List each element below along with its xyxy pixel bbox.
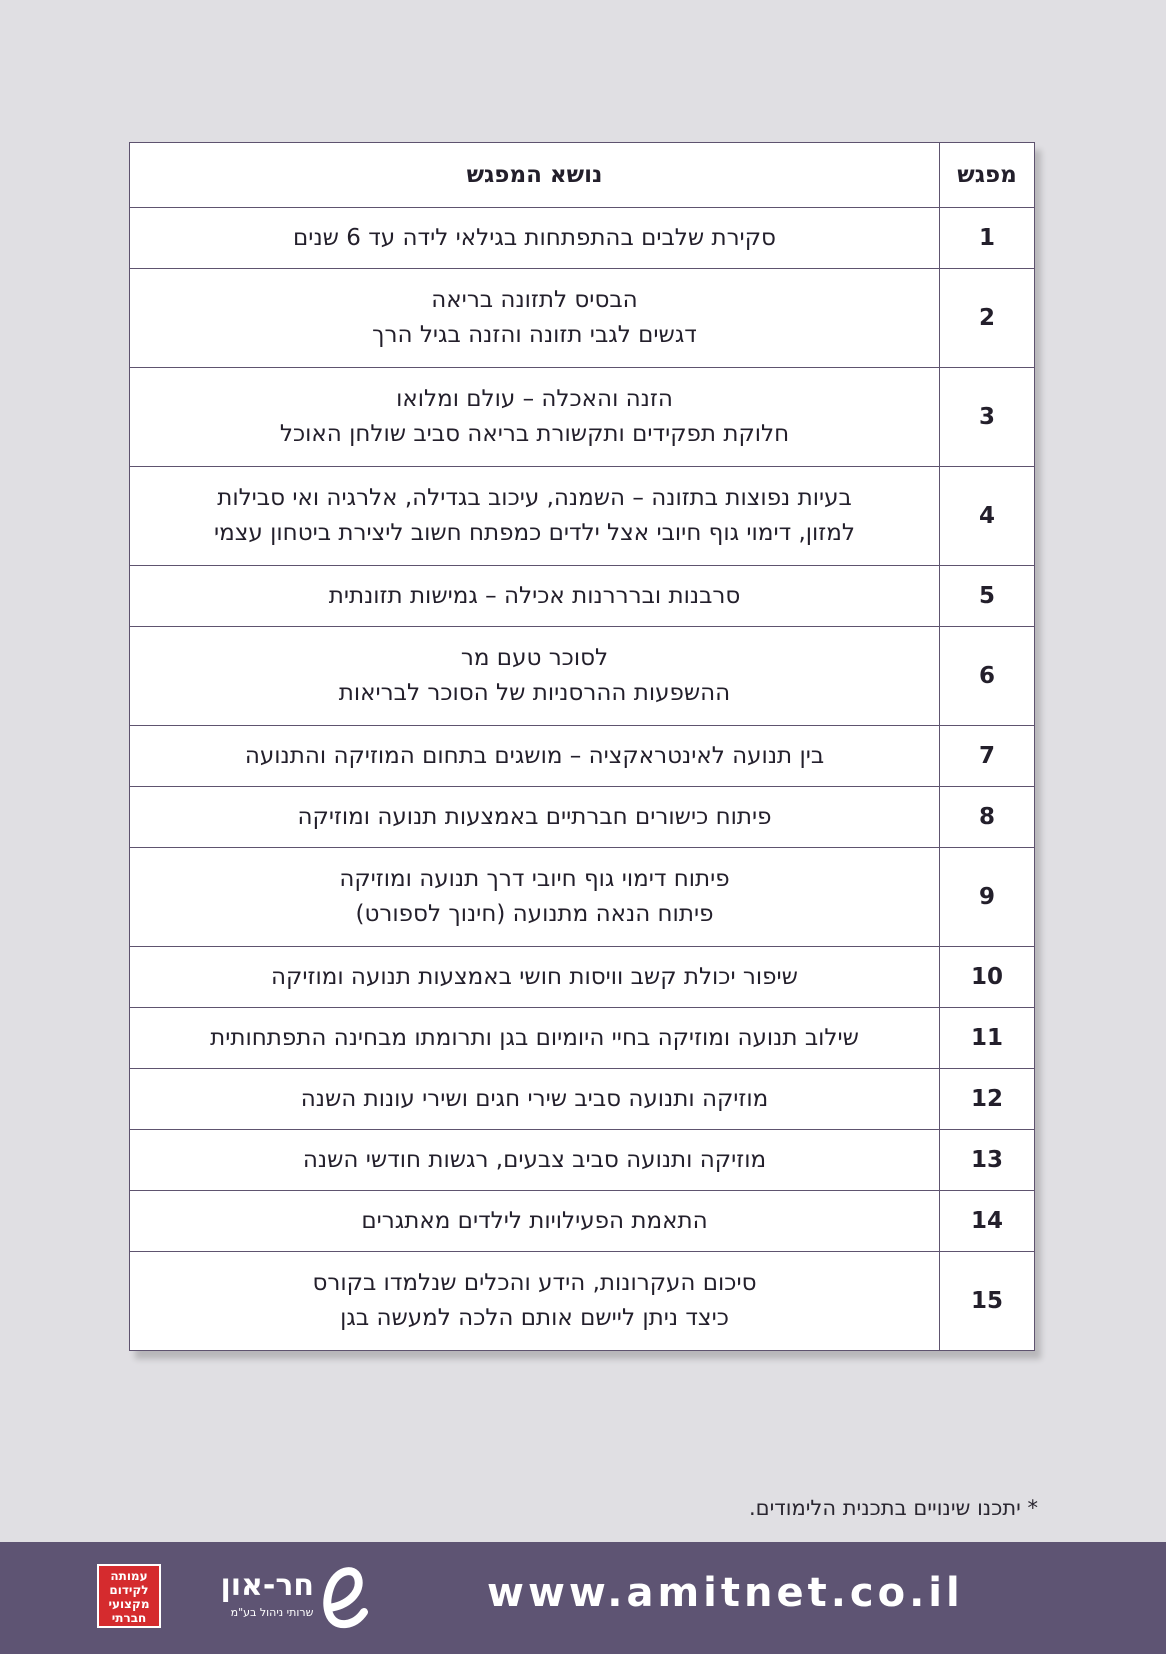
session-number: 12: [940, 1069, 1035, 1130]
topic-line: הבסיס לתזונה בריאה: [431, 287, 638, 313]
topic-line: מוזיקה ותנועה סביב שירי חגים ושירי עונות השנה: [300, 1085, 769, 1112]
topic-line: בין תנועה לאינטראקציה – מושגים בתחום המוזיקה והתנועה: [244, 742, 825, 769]
session-number: 4: [940, 467, 1035, 566]
session-topic: [130, 1130, 940, 1191]
session-topic: [130, 208, 940, 269]
topic-line: פיתוח כישורים חברתיים באמצעות תנועה ומוזיקה: [297, 803, 772, 830]
table-row: [130, 787, 1035, 848]
session-number: 14: [940, 1191, 1035, 1252]
session-number: 3: [940, 368, 1035, 467]
table-row: [130, 947, 1035, 1008]
table-row: [130, 208, 1035, 269]
table-row: [130, 269, 1035, 368]
column-header-number: מפגש: [940, 143, 1035, 208]
session-number: 1: [940, 208, 1035, 269]
table-row: [130, 1008, 1035, 1069]
logo-e-icon: [318, 1562, 368, 1632]
table-row: [130, 368, 1035, 467]
session-number: 10: [940, 947, 1035, 1008]
table-row: [130, 627, 1035, 726]
table-row: [130, 726, 1035, 787]
topic-line: דגשים לגבי תזונה והזנה בגיל הרך: [372, 322, 697, 348]
session-topic: [130, 1008, 940, 1069]
topic-line: פיתוח הנאה מתנועה (חינוך לספורט): [355, 901, 714, 927]
curriculum-table: [129, 142, 1035, 1351]
website-link[interactable]: www.amitnet.co.il: [487, 1570, 964, 1616]
table-row: [130, 1130, 1035, 1191]
footer-bar: [0, 1542, 1166, 1654]
topic-line: לסוכר טעם מר: [460, 645, 609, 671]
session-topic: [130, 566, 940, 627]
session-number: 15: [940, 1252, 1035, 1351]
changes-note: * יתכנו שינויים בתכנית הלימודים.: [748, 1496, 1038, 1520]
table-row: [130, 1252, 1035, 1351]
topic-line: חלוקת תפקידים ותקשורת בריאה סביב שולחן האוכל: [279, 421, 790, 447]
topic-line: סרבנות וברררנות אכילה – גמישות תזונתית: [328, 582, 741, 609]
session-number: 7: [940, 726, 1035, 787]
table-row: [130, 1191, 1035, 1252]
session-number: 8: [940, 787, 1035, 848]
column-header-topic: נושא המפגש: [130, 143, 940, 208]
topic-line: כיצד ניתן ליישם אותם הלכה למעשה בגן: [340, 1305, 729, 1331]
topic-line: בעיות נפוצות בתזונה – השמנה, עיכוב בגדילה, אלרגיה ואי סבילות: [217, 485, 852, 511]
session-topic: [130, 627, 940, 726]
session-number: 6: [940, 627, 1035, 726]
topic-line: שיפור יכולת קשב וויסות חושי באמצעות תנועה ומוזיקה: [271, 963, 798, 990]
association-badge: [97, 1564, 161, 1628]
topic-line: סיכום העקרונות, הידע והכלים שנלמדו בקורס: [312, 1270, 757, 1296]
badge-line: עמותה: [110, 1569, 148, 1583]
session-number: 2: [940, 269, 1035, 368]
session-number: 13: [940, 1130, 1035, 1191]
session-topic: [130, 1069, 940, 1130]
topic-line: התאמת הפעילויות לילדים מאתגרים: [361, 1207, 708, 1234]
session-topic: [130, 1191, 940, 1252]
topic-line: ההשפעות ההרסניות של הסוכר לבריאות: [338, 680, 731, 706]
session-topic: [130, 848, 940, 947]
topic-line: הזנה והאכלה – עולם ומלואו: [396, 386, 673, 412]
session-topic: [130, 726, 940, 787]
session-number: 9: [940, 848, 1035, 947]
table-row: [130, 848, 1035, 947]
session-topic: [130, 787, 940, 848]
badge-line: חברתי: [111, 1611, 147, 1625]
table-header-row: [130, 143, 1035, 208]
table-row: [130, 467, 1035, 566]
topic-line: סקירת שלבים בהתפתחות בגילאי לידה עד 6 שנים: [293, 224, 776, 251]
topic-line: מוזיקה ותנועה סביב צבעים, רגשות חודשי השנה: [302, 1146, 767, 1173]
session-topic: [130, 1252, 940, 1351]
session-number: 11: [940, 1008, 1035, 1069]
table-row: [130, 566, 1035, 627]
table-row: [130, 1069, 1035, 1130]
logo-name: חר-און: [220, 1568, 314, 1603]
session-number: 5: [940, 566, 1035, 627]
logo-subtitle: שרותי ניהול בע"מ: [230, 1606, 314, 1619]
har-on-logo: [222, 1564, 362, 1634]
topic-line: פיתוח דימוי גוף חיובי דרך תנועה ומוזיקה: [339, 866, 730, 892]
session-topic: [130, 269, 940, 368]
curriculum-table-container: [129, 142, 1035, 1351]
session-topic: [130, 947, 940, 1008]
table-body: [130, 208, 1035, 1351]
badge-line: לקידום: [109, 1583, 149, 1597]
topic-line: למזון, דימוי גוף חיובי אצל ילדים כמפתח חשוב ליצירת ביטחון עצמי: [214, 520, 855, 546]
badge-line: מקצועי: [108, 1597, 150, 1611]
session-topic: [130, 368, 940, 467]
session-topic: [130, 467, 940, 566]
topic-line: שילוב תנועה ומוזיקה בחיי היומיום בגן ותרומתו מבחינה התפתחותית: [210, 1024, 859, 1051]
